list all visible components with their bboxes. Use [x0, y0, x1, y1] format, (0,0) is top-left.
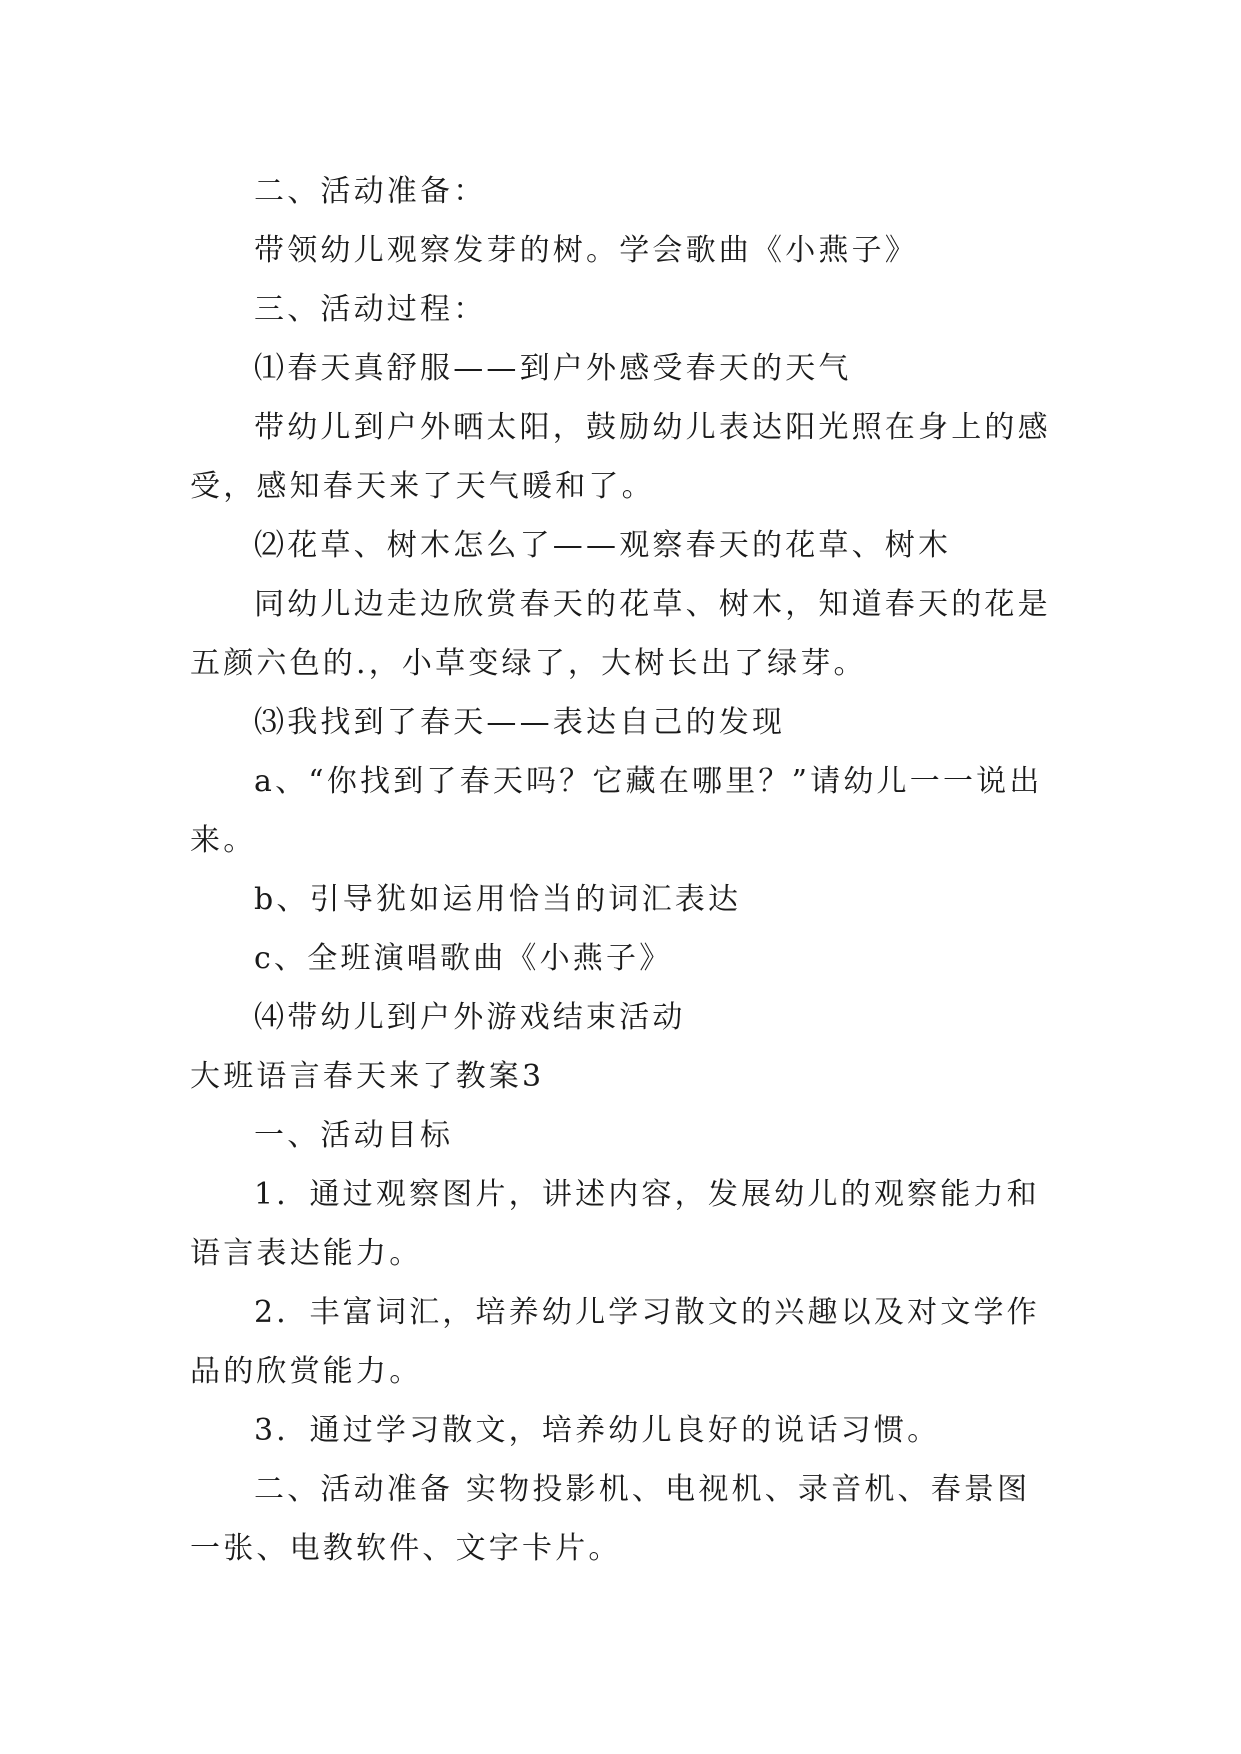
- list-item-b: b、引导犹如运用恰当的词汇表达: [254, 882, 742, 917]
- document-body: [190, 162, 1055, 1578]
- section-heading-goals: 一、活动目标: [254, 1118, 454, 1153]
- step-heading-1: ⑴春天真舒服——到户外感受春天的天气: [254, 351, 852, 386]
- step-heading-2: ⑵花草、树木怎么了——观察春天的花草、树木: [254, 528, 952, 563]
- list-item-a: a、“你找到了春天吗？它藏在哪里？”请幼儿一一说出来。: [190, 764, 1043, 858]
- list-item-c: c、全班演唱歌曲《小燕子》: [254, 941, 673, 976]
- section-heading-preparation-2: 二、活动准备 实物投影机、电视机、录音机、春景图一张、电教软件、文字卡片。: [190, 1472, 1031, 1566]
- paragraph: 带幼儿到户外晒太阳，鼓励幼儿表达阳光照在身上的感受，感知春天来了天气暖和了。: [190, 410, 1051, 504]
- goal-item-3: 3．通过学习散文，培养幼儿良好的说话习惯。: [254, 1413, 941, 1448]
- paragraph: 同幼儿边走边欣赏春天的花草、树木，知道春天的花是五颜六色的.，小草变绿了，大树长出了绿芽。: [190, 587, 1051, 681]
- lesson-title: 大班语言春天来了教案3: [190, 1059, 545, 1094]
- section-heading-preparation: 二、活动准备：: [254, 174, 487, 209]
- goal-item-2: 2．丰富词汇，培养幼儿学习散文的兴趣以及对文学作品的欣赏能力。: [190, 1295, 1040, 1389]
- paragraph: 带领幼儿观察发芽的树。学会歌曲《小燕子》: [254, 233, 918, 268]
- section-heading-process: 三、活动过程：: [254, 292, 487, 327]
- step-heading-3: ⑶我找到了春天——表达自己的发现: [254, 705, 786, 740]
- goal-item-1: 1．通过观察图片，讲述内容，发展幼儿的观察能力和语言表达能力。: [190, 1177, 1040, 1271]
- step-heading-4: ⑷带幼儿到户外游戏结束活动: [254, 1000, 686, 1035]
